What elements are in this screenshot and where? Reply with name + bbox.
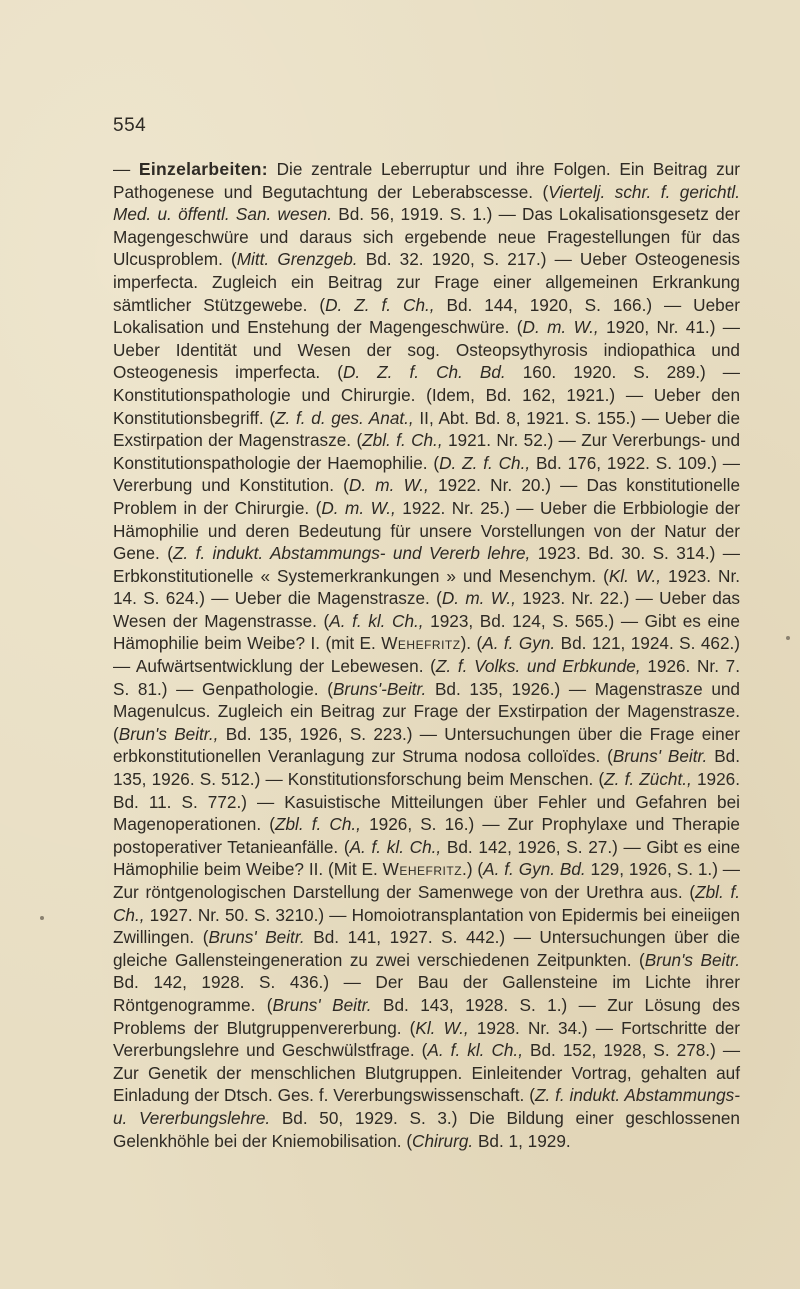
text-run: Bd. 143, 1928. S. 1.) — Zur Lösung des Problems der Blutgruppenvererbung. (: [113, 994, 740, 1038]
journal-citation: Viertelj. schr. f. gerichtl. Med. u. öffentl. San. wesen.: [113, 181, 740, 225]
journal-citation: Mitt. Grenzgeb.: [236, 249, 358, 270]
journal-citation: D. Z. f. Ch.,: [439, 452, 531, 473]
journal-citation: Kl. W.,: [415, 1017, 469, 1038]
journal-citation: Zbl. f. Ch.,: [362, 430, 443, 451]
speck-mark: [40, 916, 44, 920]
text-run: Bd. 56, 1919. S. 1.) — Das Lokalisationsgesetz der Magengeschwüre und daraus sich ergebende neue Fragestellungen für das Ulcusproblem. (: [113, 204, 740, 270]
text-run: 1927. Nr. 50. S. 3210.) — Homoiotransplantation von Epidermis bei eineiigen Zwillingen. (: [113, 904, 740, 948]
text-run: 1926. Bd. 11. S. 772.) — Kasuistische Mitteilungen über Fehler und Gefahren bei Magenoperationen. (: [113, 769, 740, 835]
author-name: Wehefritz: [381, 633, 461, 654]
journal-citation: D. m. W.,: [348, 475, 429, 496]
journal-citation: Bruns' Beitr.: [612, 746, 708, 767]
page-number: 554: [113, 115, 147, 136]
journal-citation: Zbl. f. Ch.,: [113, 882, 740, 925]
journal-citation: A. f. Gyn.: [482, 633, 556, 654]
journal-citation: Z. f. indukt. Abstammungs- und Vererb lehre,: [172, 543, 531, 564]
journal-citation: D. Z. f. Ch. Bd.: [342, 362, 506, 383]
text-run: .) (: [462, 859, 484, 880]
journal-citation: Z. f. indukt. Abstammungs-u. Vererbungslehre.: [113, 1085, 741, 1128]
journal-citation: A. f. Gyn. Bd.: [483, 859, 586, 880]
text-run: 1922. Nr. 25.) — Ueber die Erbbiologie der Hämophilie und deren Bedeutung für unsere Vorstellungen von der Natur der Gene. (: [113, 497, 740, 564]
text-run: 1921. Nr. 52.) — Zur Vererbungs- und Konstitutionspathologie der Haemophilie. (: [113, 430, 741, 473]
text-run: 1923. Bd. 30. S. 314.) — Erbkonstitutionelle « Systemerkrankungen » und Mesenchym. (: [113, 543, 740, 586]
journal-citation: D. m. W.,: [522, 317, 599, 338]
text-run: 1926, S. 16.) — Zur Prophylaxe und Therapie postoperativer Tetanieanfälle. (: [113, 814, 740, 857]
text-run: 129, 1926, S. 1.) — Zur röntgenologischen Darstellung der Samenwege von der Urethra aus. (: [113, 859, 740, 902]
text-run: 160. 1920. S. 289.) — Konstitutionspathologie und Chirurgie. (Idem, Bd. 162, 1921.) — Ueber den Konstitutionsbegriff. (: [113, 362, 740, 428]
journal-citation: Z. f. Zücht.,: [604, 769, 692, 790]
text-run: Bd. 32. 1920, S. 217.) — Ueber Osteogenesis imperfecta. Zugleich ein Beitrag zur Frage einer allgemeinen Erkrankung sämtlicher Stützgewebe. (: [113, 249, 740, 315]
journal-citation: Brun's Beitr.,: [118, 723, 219, 744]
text-run: Bd. 121, 1924. S. 462.) — Aufwärtsentwicklung der Lebewesen. (: [113, 633, 740, 677]
speck-mark: [786, 636, 790, 640]
text-run: 1928. Nr. 34.) — Fortschritte der Vererbungslehre und Geschwülstfrage. (: [113, 1017, 740, 1061]
text-run: Bd. 152, 1928, S. 278.) — Zur Genetik der menschlichen Blutgruppen. Einleitender Vortrag, gehalten auf Einladung der Dtsch. Ges. f. Vererbungswissenschaft. (: [113, 1040, 741, 1106]
journal-citation: A. f. kl. Ch.,: [349, 836, 442, 857]
text-run: Bd. 144, 1920, S. 166.) — Ueber Lokalisation und Enstehung der Magengeschwüre. (: [113, 294, 740, 338]
text-run: Bd. 50, 1929. S. 3.) Die Bildung einer geschlossenen Gelenkhöhle bei der Kniemobilisation. (: [113, 1107, 740, 1151]
journal-citation: A. f. kl. Ch.,: [427, 1040, 523, 1061]
text-run: 1926. Nr. 7. S. 81.) — Genpathologie. (: [113, 656, 740, 699]
journal-citation: Brun's Beitr.: [644, 949, 740, 970]
journal-citation: A. f. kl. Ch.,: [329, 610, 424, 631]
text-run: Bd. 142, 1928. S. 436.) — Der Bau der Gallensteine im Lichte ihrer Röntgenogramme. (: [113, 972, 740, 1015]
text-run: 1920, Nr. 41.) — Ueber Identität und Wesen der sog. Osteopsythyrosis indiopathica und Osteogenesis imperfecta. (: [113, 317, 740, 383]
text-run: 1923, Bd. 124, S. 565.) — Gibt es eine Hämophilie beim Weibe? I. (mit E.: [113, 610, 740, 654]
journal-citation: Bruns'-Beitr.: [332, 678, 427, 699]
section-heading: Einzelarbeiten:: [138, 159, 268, 179]
text-run: ). (: [460, 633, 483, 654]
text-run: Die zentrale Leberruptur und ihre Folgen. Ein Beitrag zur Pathogenese und Begutachtung der Leberabscesse. (: [113, 159, 740, 202]
text-run: Bd. 1, 1929.: [473, 1130, 571, 1151]
journal-citation: D. m. W.,: [321, 497, 396, 518]
journal-citation: D. m. W.,: [441, 588, 516, 609]
journal-citation: Bruns' Beitr.: [272, 994, 372, 1015]
text-run: Bd. 135, 1926, S. 223.) — Untersuchungen über die Frage einer erbkonstitutionellen Veranlagung zur Struma nodosa colloïdes. (: [113, 723, 740, 767]
journal-citation: Chirurg.: [412, 1130, 474, 1151]
text-run: Bd. 135, 1926.) — Magenstrasze und Magenulcus. Zugleich ein Beitrag zur Frage der Exstirpation der Magenstrasze. (: [113, 678, 740, 744]
journal-citation: Bruns' Beitr.: [208, 927, 305, 948]
author-name: Wehefritz: [382, 859, 463, 880]
text-run: Bd. 176, 1922. S. 109.) — Vererbung und Konstitution. (: [113, 452, 740, 496]
journal-citation: Zbl. f. Ch.,: [274, 814, 361, 835]
text-run: —: [113, 159, 139, 179]
bibliography-paragraph: [113, 158, 740, 1152]
journal-citation: Kl. W.,: [608, 565, 662, 586]
text-run: 1923. Nr. 22.) — Ueber das Wesen der Magenstrasse. (: [113, 588, 741, 631]
journal-citation: Z. f. d. ges. Anat.,: [275, 407, 414, 428]
text-run: 1923. Nr. 14. S. 624.) — Ueber die Magenstrasze. (: [113, 565, 741, 609]
text-run: Bd. 135, 1926. S. 512.) — Konstitutionsforschung beim Menschen. (: [113, 746, 741, 790]
text-run: Bd. 142, 1926, S. 27.) — Gibt es eine Hämophilie beim Weibe? II. (Mit E.: [113, 836, 741, 880]
text-run: II, Abt. Bd. 8, 1921. S. 155.) — Ueber die Exstirpation der Magenstrasze. (: [113, 407, 740, 451]
journal-citation: D. Z. f. Ch.,: [325, 294, 435, 315]
text-run: Bd. 141, 1927. S. 442.) — Untersuchungen über die gleiche Gallensteingeneration zu zwei verschiedenen Zeitpunkten. (: [113, 927, 741, 970]
text-run: 1922. Nr. 20.) — Das konstitutionelle Problem in der Chirurgie. (: [113, 475, 740, 518]
journal-citation: Z. f. Volks. und Erbkunde,: [435, 656, 641, 677]
